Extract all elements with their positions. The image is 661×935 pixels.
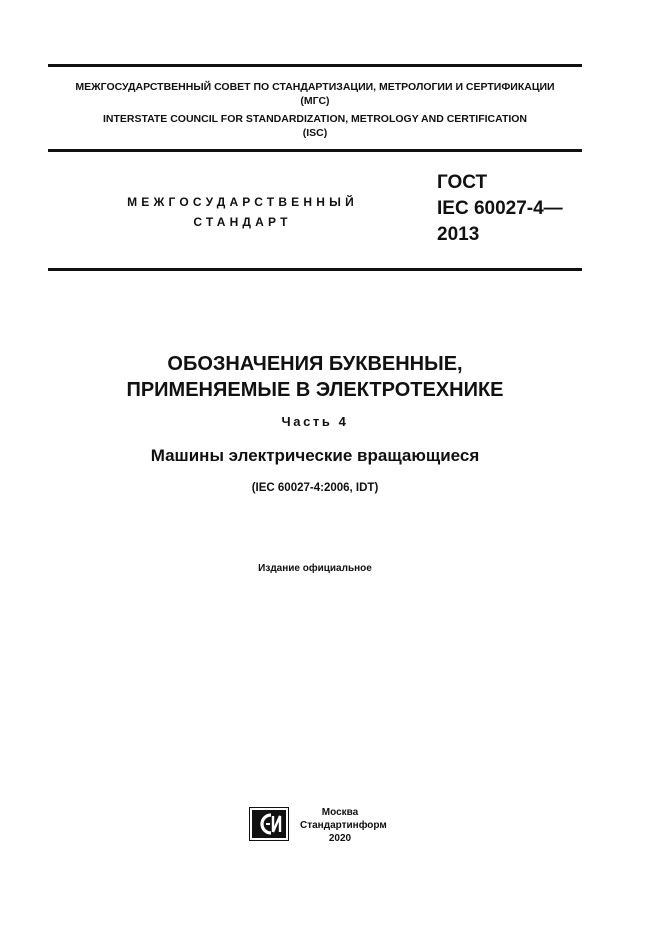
standard-type-label (100, 192, 385, 232)
council-en-abbr: (ISC) (302, 127, 328, 139)
publisher-city: Москва (321, 807, 359, 818)
gost-line1: ГОСТ (437, 172, 488, 193)
council-ru-name: МЕЖГОСУДАРСТВЕННЫЙ СОВЕТ ПО СТАНДАРТИЗАЦИИ, МЕТРОЛОГИИ И СЕРТИФИКАЦИИ (75, 81, 555, 93)
publisher-name: Стандартинформ (300, 820, 387, 831)
publisher-block (300, 806, 387, 845)
standard-type-line1: МЕЖГОСУДАРСТВЕННЫЙ (127, 195, 358, 209)
document-subtitle: Машины электрические вращающиеся (150, 446, 480, 465)
edition-note: Издание официальное (258, 563, 372, 574)
document-title (48, 351, 582, 403)
gost-line3: 2013 (437, 224, 480, 245)
title-line2: ПРИМЕНЯЕМЫЕ В ЭЛЕКТРОТЕХНИКЕ (126, 379, 504, 401)
title-line1: ОБОЗНАЧЕНИЯ БУКВЕННЫЕ, (167, 353, 463, 375)
council-en (48, 112, 582, 140)
middle-rule (48, 149, 582, 152)
council-ru-abbr: (МГС) (300, 95, 330, 107)
standard-type-line2: СТАНДАРТ (193, 215, 292, 229)
top-rule (48, 64, 582, 67)
gost-designation (437, 170, 563, 248)
council-ru (48, 80, 582, 108)
iec-reference: (IEC 60027-4:2006, IDT) (251, 482, 379, 494)
publisher-year: 2020 (328, 833, 352, 844)
council-en-name: INTERSTATE COUNCIL FOR STANDARDIZATION, METROLOGY AND CERTIFICATION (102, 113, 528, 125)
standartinform-logo-icon (249, 807, 289, 841)
part-number: Часть 4 (281, 414, 349, 429)
bottom-rule (48, 268, 582, 271)
gost-line2: IEC 60027-4— (437, 198, 563, 219)
